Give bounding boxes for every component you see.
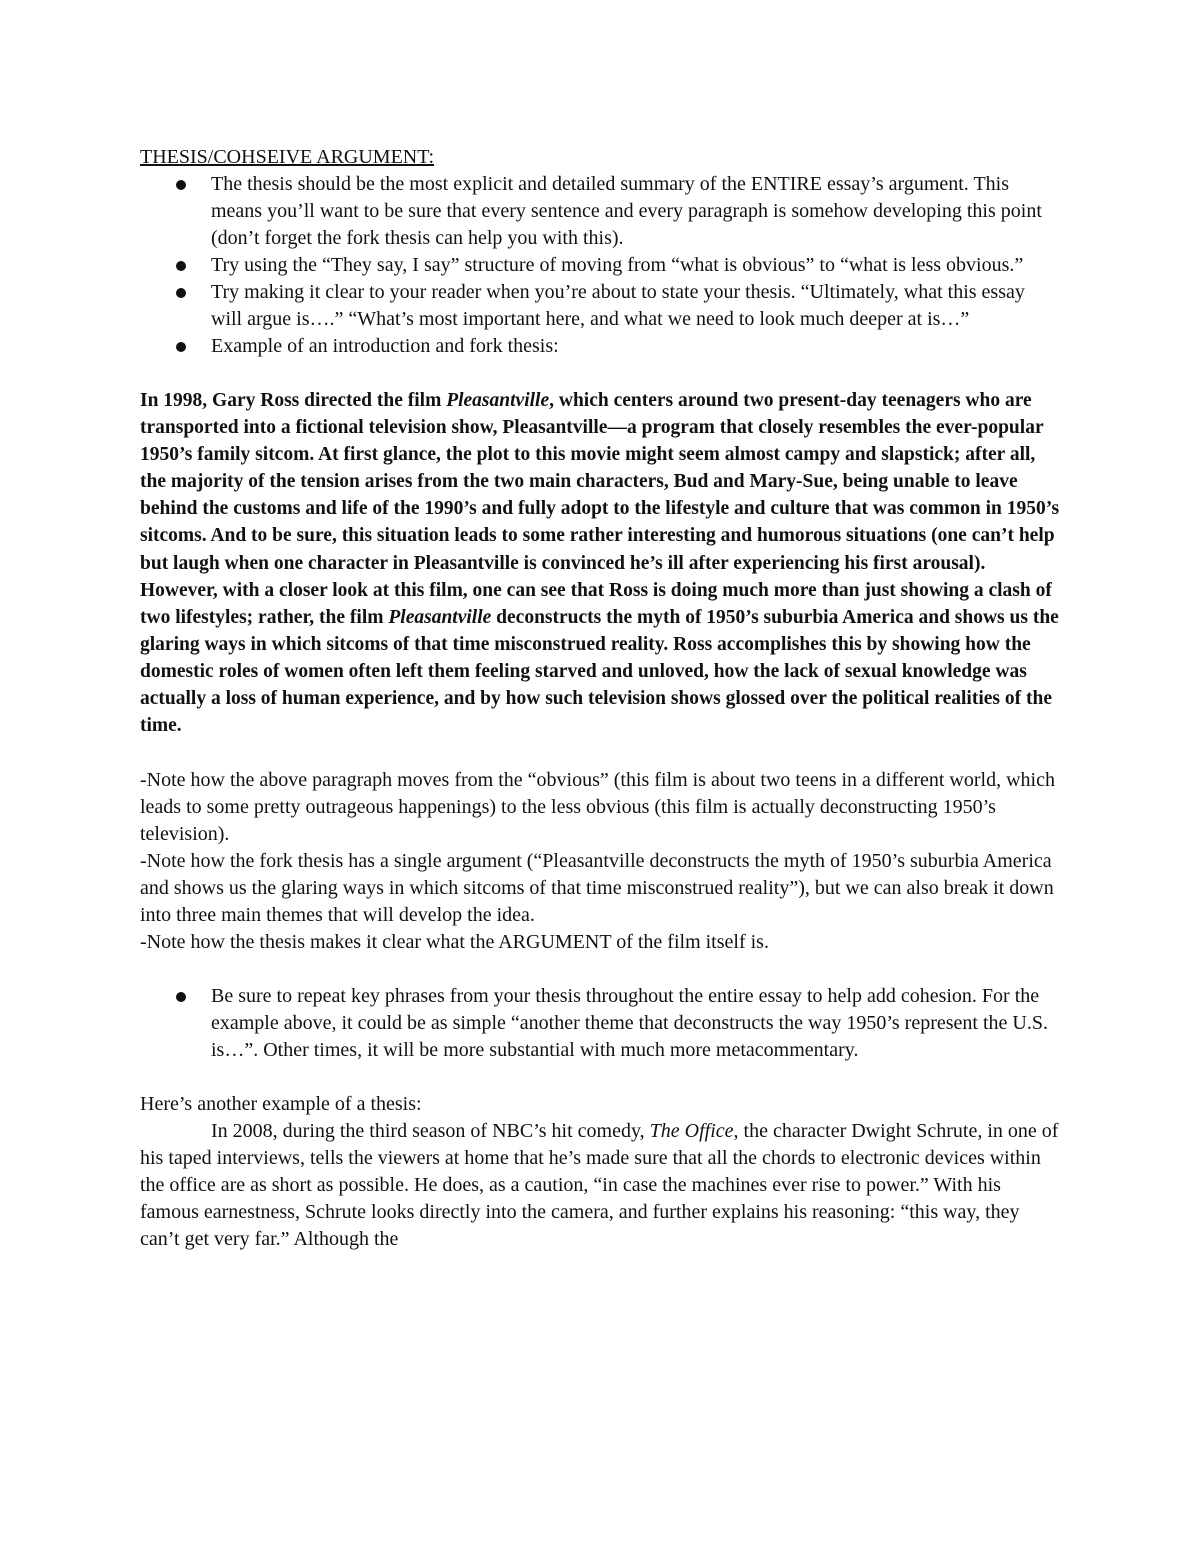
bullet-icon (176, 261, 186, 271)
intro-text-part: , which centers around two present-day teenagers who are transported into a fictional television show, Pleasantville—a program that closely resembles the ever-popular 1950’s family sitcom. At first glance, the plot to this movie might seem almost campy and slapstick; after all, the majority of the tension arises from the two main characters, Bud and Mary-Sue, being unable to leave behind the customs and life of the 1990’s and fully adopt to the lifestyle and culture that was common in 1950’s sitcoms. And to be sure, this situation leads to some rather interesting and humorous situations (one can’t help but laugh when one character in Pleasantville is convinced he’s ill after experiencing his first arousal). However, with a closer look at this film, one can see that Ross is doing much more than just showing a clash of two lifestyles; rather, the film (140, 390, 1060, 628)
document-page (140, 144, 1060, 1253)
film-title: Pleasantville (446, 390, 550, 411)
list-item-text: Example of an introduction and fork thesis: (211, 335, 559, 357)
office-text-part: In 2008, during the third season of NBC’s hit comedy, (211, 1120, 650, 1143)
thesis-tips-list (140, 171, 1060, 360)
example-intro-paragraph (140, 387, 1060, 739)
intro-text-part: In 1998, Gary Ross directed the film (140, 390, 447, 411)
film-title: Pleasantville (388, 606, 492, 628)
bullet-icon (176, 342, 186, 352)
office-example-paragraph (140, 1118, 1060, 1253)
list-item (140, 983, 1060, 1064)
note-line: -Note how the thesis makes it clear what the ARGUMENT of the film itself is. (140, 931, 769, 954)
cohesion-tips-list (140, 983, 1060, 1064)
list-item (140, 279, 1060, 333)
intro-text-part: deconstructs the myth of 1950’s suburbia America and shows us the glaring ways in which sitcoms of that time misconstrued reality. Ross accomplishes this by showing how the domestic roles of women often left them feeling starved and unloved, how the lack of sexual knowledge was actually a loss of human experience, and by how such television shows glossed over the political realities of the time. (140, 606, 1059, 737)
list-item-text: Try using the “They say, I say” structure of moving from “what is obvious” to “what is less obvious.” (211, 254, 1024, 276)
notes-block (140, 767, 1060, 956)
list-item-text: Try making it clear to your reader when you’re about to state your thesis. “Ultimately, what this essay will argue is….” “What’s most important here, and what we need to look much deeper at is…” (211, 281, 1025, 330)
office-text-part: , the character Dwight Schrute, in one of his taped interviews, tells the viewers at home that he’s made sure that all the chords to electronic devices within the office are as short as possible. He does, as a caution, “in case the machines ever rise to power.” With his famous earnestness, Schrute looks directly into the camera, and further explains his reasoning: “this way, they can’t get very far.” Although the (140, 1120, 1059, 1251)
list-item (140, 333, 1060, 360)
section-heading: THESIS/COHSEIVE ARGUMENT: (140, 146, 435, 168)
bullet-icon (176, 180, 186, 190)
bullet-icon (176, 288, 186, 298)
note-line: -Note how the fork thesis has a single argument (“Pleasantville deconstructs the myth of 1950’s suburbia America and shows us the glaring ways in which sitcoms of that time misconstrued reality”), but we can also break it down into three main themes that will develop the idea. (140, 850, 1054, 927)
another-example-label: Here’s another example of a thesis: (140, 1093, 422, 1116)
note-line: -Note how the above paragraph moves from the “obvious” (this film is about two teens in a different world, which leads to some pretty outrageous happenings) to the less obvious (this film is actually deconstructing 1950’s television). (140, 769, 1055, 846)
list-item (140, 171, 1060, 252)
list-item-text: The thesis should be the most explicit and detailed summary of the ENTIRE essay’s argument. This means you’ll want to be sure that every sentence and every paragraph is somehow developing this point (don’t forget the fork thesis can help you with this). (211, 173, 1042, 249)
bullet-icon (176, 992, 186, 1002)
list-item (140, 252, 1060, 279)
list-item-text: Be sure to repeat key phrases from your thesis throughout the entire essay to help add cohesion. For the example above, it could be as simple “another theme that deconstructs the way 1950’s represent the U.S. is…”. Other times, it will be more substantial with much more metacommentary. (211, 985, 1048, 1062)
show-title: The Office (649, 1120, 734, 1143)
